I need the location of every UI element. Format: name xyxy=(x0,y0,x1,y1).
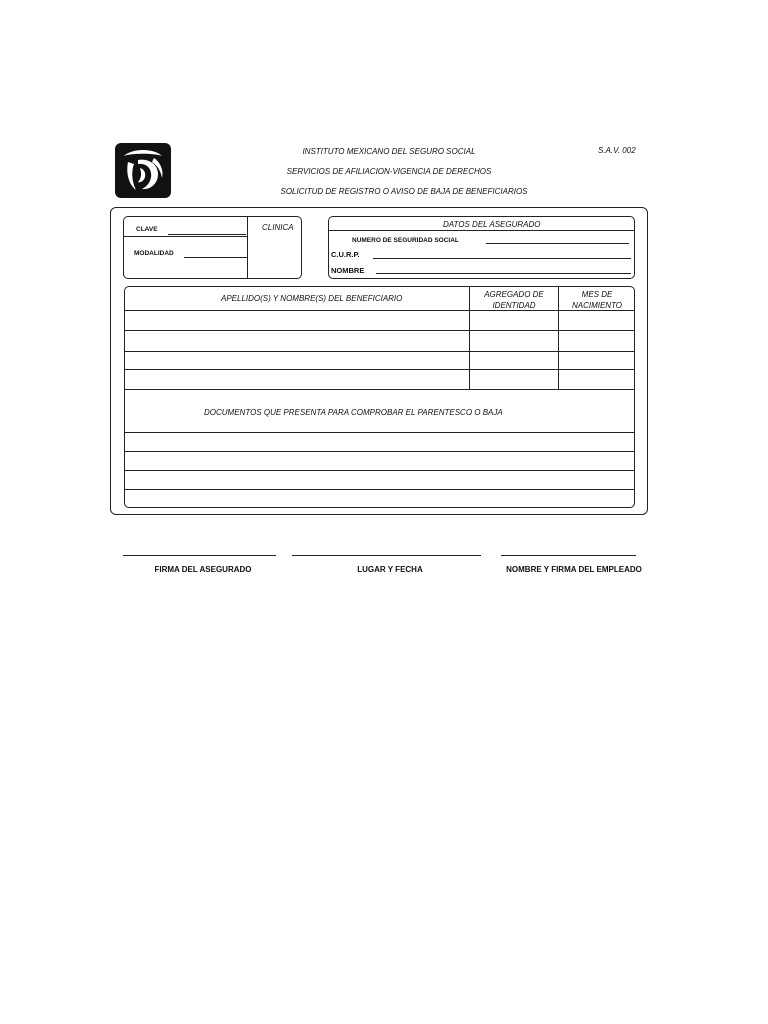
table-row xyxy=(125,389,634,390)
firma-asegurado-line[interactable] xyxy=(123,555,276,556)
clave-field[interactable] xyxy=(168,234,246,235)
table-row xyxy=(125,369,634,370)
curp-field[interactable] xyxy=(373,258,631,259)
nombre-label: NOMBRE xyxy=(331,266,365,275)
nombre-field[interactable] xyxy=(376,273,631,274)
clinica-divider xyxy=(247,216,248,279)
col-divider-2 xyxy=(558,286,559,390)
firma-asegurado-label: FIRMA DEL ASEGURADO xyxy=(154,565,252,574)
nss-label: NUMERO DE SEGURIDAD SOCIAL xyxy=(352,237,459,244)
nss-field[interactable] xyxy=(486,243,629,244)
documento-line[interactable] xyxy=(125,470,634,471)
firma-empleado-label: NOMBRE Y FIRMA DEL EMPLEADO xyxy=(506,565,642,574)
institution-title: INSTITUTO MEXICANO DEL SEGURO SOCIAL xyxy=(302,147,476,156)
documento-line[interactable] xyxy=(125,451,634,452)
documento-line[interactable] xyxy=(125,489,634,490)
modalidad-label: MODALIDAD xyxy=(134,250,174,257)
firma-empleado-line[interactable] xyxy=(501,555,636,556)
imss-eagle-logo-icon xyxy=(114,142,172,199)
clave-line xyxy=(123,236,247,237)
lugar-fecha-line[interactable] xyxy=(292,555,481,556)
table-row xyxy=(125,330,634,331)
service-title: SERVICIOS DE AFILIACION-VIGENCIA DE DERECHOS xyxy=(286,167,492,176)
asegurado-title-line xyxy=(329,230,634,231)
imss-logo xyxy=(114,142,172,199)
form-title: SOLICITUD DE REGISTRO O AVISO DE BAJA DE BENEFICIARIOS xyxy=(280,187,528,196)
col-beneficiario-header: APELLIDO(S) Y NOMBRE(S) DEL BENEFICIARIO xyxy=(221,294,403,303)
modalidad-field[interactable] xyxy=(184,257,247,258)
form-code: S.A.V. 002 xyxy=(598,146,636,155)
col-agregado-header: AGREGADO DE IDENTIDAD xyxy=(484,290,544,310)
documentos-title: DOCUMENTOS QUE PRESENTA PARA COMPROBAR EL PARENTESCO O BAJA xyxy=(204,408,503,417)
asegurado-title: DATOS DEL ASEGURADO xyxy=(443,220,541,229)
table-row xyxy=(125,351,634,352)
lugar-fecha-label: LUGAR Y FECHA xyxy=(357,565,423,574)
clinica-label: CLINICA xyxy=(262,223,294,232)
table-row xyxy=(125,310,634,311)
documento-line[interactable] xyxy=(125,432,634,433)
col-mes-header: MES DE NACIMIENTO xyxy=(571,290,623,310)
clave-label: CLAVE xyxy=(136,226,158,233)
curp-label: C.U.R.P. xyxy=(331,250,360,259)
col-divider-1 xyxy=(469,286,470,390)
